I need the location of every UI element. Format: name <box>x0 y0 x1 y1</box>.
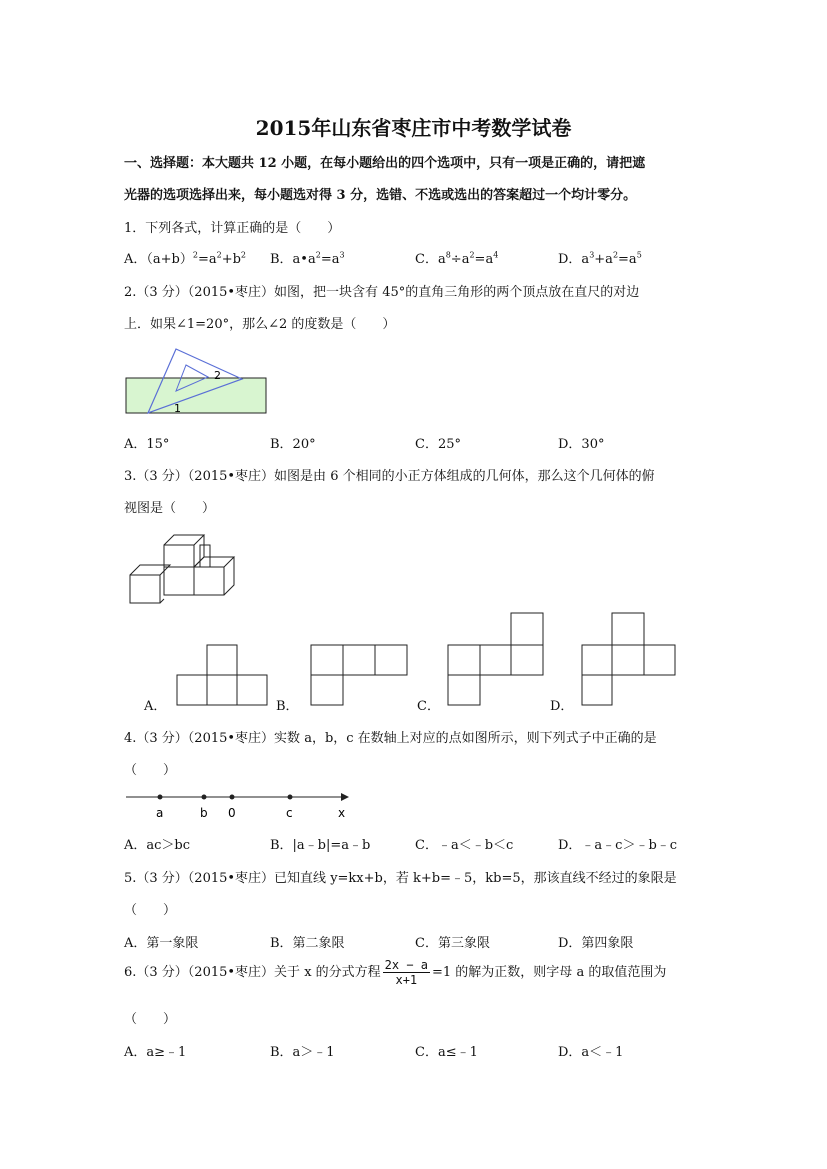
q1-option-b: B．$a•a^2=a^3$ <box>270 250 345 267</box>
q6-option-d: D．a＜﹣1 <box>558 1045 624 1060</box>
angle-2-label: 2 <box>214 369 221 382</box>
q1-option-d: D．$a^3+a^2=a^5$ <box>558 250 642 267</box>
q4-option-d: D．﹣a﹣c＞﹣b﹣c <box>558 838 678 853</box>
label-b: b <box>200 806 208 820</box>
q5-option-b: B．第二象限 <box>270 936 345 951</box>
q3-option-d-label: D． <box>550 699 574 714</box>
label-c: c <box>286 806 293 820</box>
q5-option-d: D．第四象限 <box>558 936 634 951</box>
q2-option-c: C．25° <box>415 437 461 452</box>
q6-option-a: A．a≥﹣1 <box>124 1045 187 1060</box>
section-header-line2: 光器的选项选择出来，每小题选对得 3 分，选错、不选或选出的答案超过一个均计零分。 <box>124 188 637 203</box>
q3-option-a-label: A． <box>144 699 167 714</box>
q3-option-c-grid <box>447 612 547 706</box>
point-c <box>288 795 293 800</box>
point-0 <box>230 795 235 800</box>
q5-option-c: C．第三象限 <box>415 936 490 951</box>
q3-option-b-grid <box>310 644 410 706</box>
page-title: 2015年山东省枣庄市中考数学试卷 <box>255 116 572 140</box>
q6-stem-pre: 6.（3 分）（2015•枣庄）关于 x 的分式方程 <box>124 965 381 980</box>
q5-stem-line1: 5.（3 分）（2015•枣庄）已知直线 y=kx+b，若 k+b=﹣5，kb=5，那该直线不经过的象限是 <box>124 871 677 886</box>
section-header-line1: 一、选择题：本大题共 12 小题，在每小题给出的四个选项中，只有一项是正确的，请把遮 <box>124 156 646 171</box>
q5-stem-line2: （ ） <box>124 903 177 918</box>
q2-stem-line1: 2.（3 分）（2015•枣庄）如图，把一块含有 45°的直角三角形的两个顶点放在直尺的对边 <box>124 285 640 300</box>
q3-stem-line1: 3.（3 分）（2015•枣庄）如图是由 6 个相同的小正方体组成的几何体，那么这个几何体的俯 <box>124 469 655 484</box>
q5-option-a: A．第一象限 <box>124 936 199 951</box>
label-0: 0 <box>228 806 236 820</box>
q2-option-d: D．30° <box>558 437 605 452</box>
q6-stem-post: =1 的解为正数，则字母 a 的取值范围为 <box>432 965 667 980</box>
point-a <box>158 795 163 800</box>
q6-option-b: B．a＞﹣1 <box>270 1045 335 1060</box>
axis-arrow <box>341 793 349 801</box>
point-b <box>202 795 207 800</box>
q6-fraction-denominator: x+1 <box>395 973 418 987</box>
label-x: x <box>338 806 346 820</box>
q4-option-a: A．ac＞bc <box>124 838 191 853</box>
q6-stem-line2: （ ） <box>124 1012 177 1027</box>
q4-number-line <box>124 788 354 822</box>
q3-option-c-label: C． <box>417 699 440 714</box>
q2-stem-line2: 上．如果∠1=20°，那么∠2 的度数是（ ） <box>124 317 396 332</box>
q6-fraction <box>383 958 430 987</box>
q2-option-b: B．20° <box>270 437 316 452</box>
q1-option-c: C．$a^8\div a^2=a^4$ <box>415 250 499 267</box>
q1-stem: 1．下列各式，计算正确的是（ ） <box>124 221 341 236</box>
angle-1-label: 1 <box>174 402 181 415</box>
q4-option-c: C．﹣a＜﹣b＜c <box>415 838 514 853</box>
q6-option-c: C．a≤﹣1 <box>415 1045 478 1060</box>
q4-option-b: B．|a﹣b|=a﹣b <box>270 838 371 853</box>
q2-ruler-triangle-figure <box>124 345 274 420</box>
label-a: a <box>156 806 164 820</box>
q3-option-d-grid <box>581 612 681 706</box>
q4-stem-line1: 4.（3 分）（2015•枣庄）实数 a，b，c 在数轴上对应的点如图所示，则下列式子中正确的是 <box>124 731 657 746</box>
q6-fraction-numerator: 2x − a <box>384 958 429 972</box>
q3-option-a-grid <box>176 644 272 706</box>
q1-option-a: A．$(a+b)^2=a^2+b^2$ <box>124 250 247 267</box>
q2-option-a: A．15° <box>124 437 170 452</box>
q6-stem-line1 <box>124 958 666 987</box>
q3-cubes-figure <box>128 527 238 607</box>
q3-stem-line2: 视图是（ ） <box>124 501 216 516</box>
q3-option-b-label: B． <box>276 699 299 714</box>
q4-stem-line2: （ ） <box>124 763 177 778</box>
